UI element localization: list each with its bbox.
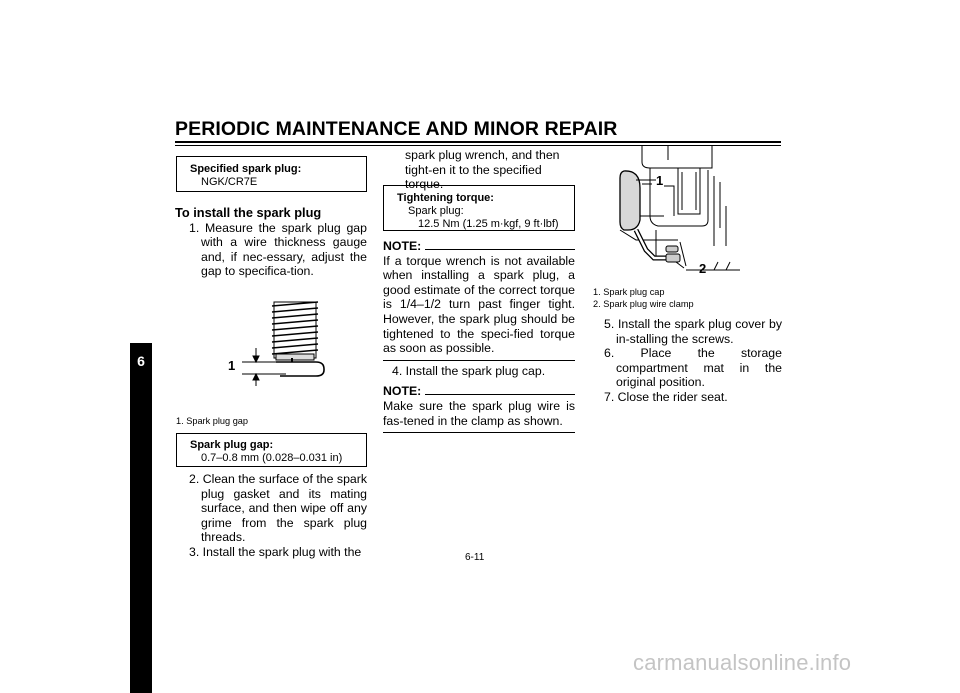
note2-text: Make sure the spark plug wire is fas-tened in the clamp as shown.	[383, 399, 575, 433]
figure2-label-2: 2	[699, 261, 707, 276]
torque-box-line2: 12.5 Nm (1.25 m·kgf, 9 ft·lbf)	[418, 218, 559, 230]
spec-box-label: Specified spark plug:	[190, 163, 302, 175]
step-6: 6. Place the storage compartment mat in the original position.	[604, 346, 782, 390]
note2-rule	[425, 394, 575, 395]
step-3-continuation: spark plug wrench, and then tight-en it to the specified torque.	[405, 148, 560, 192]
step-3: 3. Install the spark plug with the	[189, 544, 362, 559]
figure2-captions	[593, 286, 694, 310]
note1-rule	[425, 249, 575, 250]
figure2-caption-1: 1. Spark plug cap	[593, 287, 665, 297]
step-7: 7. Close the rider seat.	[604, 389, 728, 404]
figure1-label: 1	[228, 358, 236, 373]
torque-box-line1: Spark plug:	[408, 205, 464, 217]
note2-heading	[383, 384, 575, 399]
note2-label: NOTE:	[383, 384, 422, 399]
page-number: 6-11	[465, 552, 485, 563]
left-column	[175, 206, 367, 279]
chapter-tab	[130, 343, 152, 693]
step-4: 4. Install the spark plug cap.	[392, 363, 546, 378]
header-rule	[175, 141, 781, 143]
figure2-label-1: 1	[656, 173, 664, 188]
note1-text: If a torque wrench is not available when installing a spark plug, a good estimate of the correct torque is 1/4–1/2 turn past finger tight. However, the spark plug should be tightened to the speci-fied torque as soon as possible.	[383, 254, 575, 361]
left-column-steps	[184, 472, 367, 560]
section-heading: To install the spark plug	[175, 205, 322, 220]
torque-box-label: Tightening torque:	[397, 192, 494, 204]
step-2: 2. Clean the surface of the spark plug gasket and its mating surface, and then wipe off any grime from the spark plug threads.	[189, 472, 367, 545]
spec-box-value: NGK/CR7E	[201, 176, 258, 188]
page-title: PERIODIC MAINTENANCE AND MINOR REPAIR	[175, 118, 618, 140]
figure2-caption-2: 2. Spark plug wire clamp	[593, 299, 694, 309]
spark-plug-gap-figure	[226, 296, 336, 386]
figure1-caption: 1. Spark plug gap	[176, 416, 249, 426]
gap-box-label: Spark plug gap:	[190, 439, 274, 451]
step-1: 1. Measure the spark plug gap with a wire thickness gauge and, if nec-essary, adjust the gap to specifica-tion.	[189, 220, 367, 279]
tightening-torque-box	[383, 185, 575, 231]
specified-spark-plug-box	[176, 156, 367, 192]
right-column-steps	[599, 317, 782, 405]
note1-label: NOTE:	[383, 239, 422, 253]
gap-box-value: 0.7–0.8 mm (0.028–0.031 in)	[201, 452, 343, 464]
spark-plug-cap-figure	[590, 146, 740, 276]
note1-heading	[383, 239, 575, 254]
step-5: 5. Install the spark plug cover by in-stalling the screws.	[604, 317, 782, 346]
watermark: carmanualsonline.info	[633, 650, 852, 675]
chapter-tab-number: 6	[137, 353, 145, 369]
spark-plug-gap-box	[176, 433, 367, 467]
middle-column-notes	[383, 239, 575, 433]
